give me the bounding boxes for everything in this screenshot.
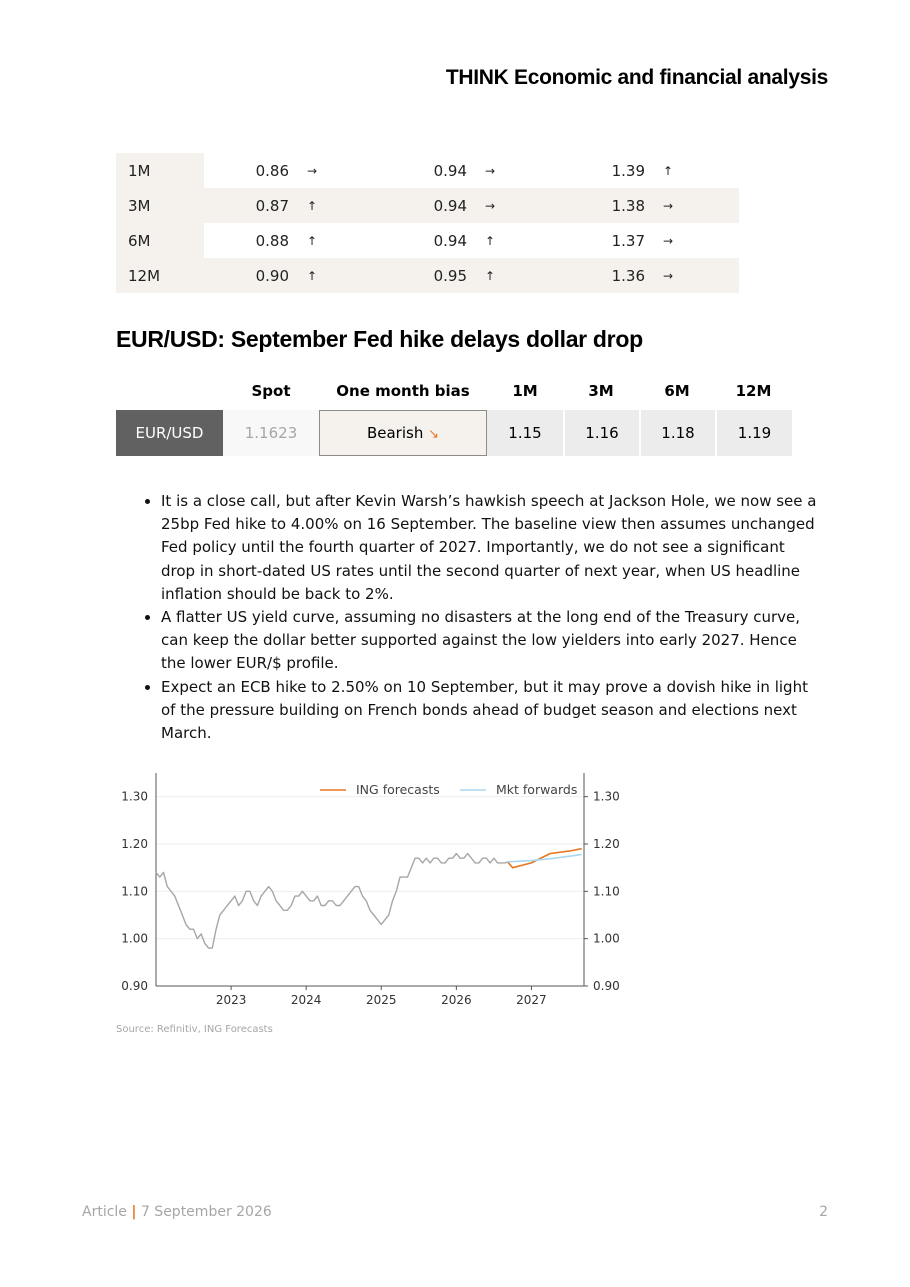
value-cell: 0.87 (204, 188, 289, 223)
value-cell: 0.88 (204, 223, 289, 258)
y-tick-label-left: 1.30 (121, 789, 148, 804)
y-tick-label-left: 1.20 (121, 837, 148, 851)
y-tick-label-left: 1.10 (121, 884, 148, 899)
arrow-icon: → (645, 223, 739, 258)
y-tick-label-left: 1.00 (121, 931, 148, 946)
table-row (116, 258, 739, 293)
legend-label: ING forecasts (356, 782, 440, 797)
x-tick-label: 2023 (215, 993, 247, 1007)
arrow-icon: → (467, 188, 560, 223)
bias-cell (319, 410, 487, 456)
tenor-cell: 3M (116, 188, 204, 223)
chart-source-note: Source: Refinitiv, ING Forecasts (116, 1024, 273, 1035)
header-1m: 1M (512, 382, 538, 400)
y-tick-label-right: 0.90 (593, 979, 620, 993)
series-line-spot-history (156, 854, 507, 949)
table-row (116, 223, 739, 258)
value-cell: 1.38 (560, 188, 645, 223)
y-tick-label-left: 0.90 (121, 979, 148, 993)
value-cell: 1.36 (560, 258, 645, 293)
header-6m: 6M (664, 382, 690, 400)
x-tick-label: 2027 (516, 993, 547, 1007)
forecast-3m-cell: 1.16 (563, 410, 639, 456)
page-number: 2 (819, 1204, 828, 1220)
forecast-table (116, 153, 739, 293)
arrow-icon: ↑ (467, 223, 560, 258)
x-tick-label: 2026 (441, 993, 472, 1007)
list-item: • A flatter US yield curve, assuming no disasters at the long end of the Treasury curve, can keep the dollar better supported against the low yielders into early 2027. Hence the lower EUR/$ profile. (161, 606, 821, 676)
forecast-12m-cell: 1.19 (715, 410, 792, 456)
y-tick-label-right: 1.00 (593, 931, 620, 946)
table-row (116, 188, 739, 223)
value-cell: 0.94 (382, 153, 467, 188)
arrow-icon: ↑ (467, 258, 560, 293)
value-cell: 1.37 (560, 223, 645, 258)
arrow-icon: ↑ (289, 258, 382, 293)
forecast-1m-cell: 1.15 (487, 410, 563, 456)
arrow-icon: ↑ (645, 153, 739, 188)
table-row (116, 410, 792, 456)
value-cell: 1.39 (560, 153, 645, 188)
y-tick-label-right: 1.10 (593, 884, 620, 899)
value-cell: 0.90 (204, 258, 289, 293)
series-line-ing-forecasts (507, 849, 581, 868)
tenor-cell: 6M (116, 223, 204, 258)
header-spot: Spot (251, 382, 291, 400)
arrow-icon: → (645, 258, 739, 293)
list-item: • Expect an ECB hike to 2.50% on 10 September, but it may prove a dovish hike in light of the pressure building on French bonds ahead of budget season and elections next March. (161, 676, 821, 746)
table-row (116, 153, 739, 188)
forecast-6m-cell: 1.18 (639, 410, 715, 456)
footer-separator: | (131, 1204, 137, 1220)
x-tick-label: 2025 (365, 993, 397, 1007)
value-cell: 0.95 (382, 258, 467, 293)
value-cell: 0.94 (382, 223, 467, 258)
footer-label: Article (82, 1204, 127, 1220)
arrow-icon: ↑ (289, 223, 382, 258)
bias-label: Bearish (366, 424, 424, 442)
footer-article-date (82, 1204, 272, 1220)
header-pair (116, 372, 223, 410)
arrow-icon: ↑ (289, 188, 382, 223)
arrow-icon: → (645, 188, 739, 223)
value-cell: 0.86 (204, 153, 289, 188)
eurusd-forecast-table (116, 372, 792, 456)
arrow-down-right-icon: ↘ (428, 427, 440, 442)
x-tick-label: 2024 (290, 993, 322, 1007)
pair-cell: EUR/USD (116, 410, 223, 456)
report-header-title: THINK Economic and financial analysis (445, 66, 828, 89)
header-bias: One month bias (336, 382, 470, 400)
y-tick-label-right: 1.20 (593, 837, 620, 851)
analysis-bullet-list (140, 490, 821, 745)
footer-date: 7 September 2026 (140, 1204, 272, 1220)
header-3m: 3M (588, 382, 614, 400)
eurusd-line-chart (110, 768, 630, 1016)
tenor-cell: 1M (116, 153, 204, 188)
y-tick-label-right: 1.30 (593, 789, 620, 804)
arrow-icon: → (289, 153, 382, 188)
header-12m: 12M (735, 382, 772, 400)
list-item: • It is a close call, but after Kevin Warsh’s hawkish speech at Jackson Hole, we now see a 25bp Fed hike to 4.00% on 16 September. The baseline view then assumes unchanged Fed policy until the fourth quarter of 2027. Importantly, we do not see a significant drop in short-dated US rates until the second quarter of next year, when US headline inflation should be back to 2%. (161, 490, 821, 606)
arrow-icon: → (467, 153, 560, 188)
spot-cell: 1.1623 (223, 410, 319, 456)
value-cell: 0.94 (382, 188, 467, 223)
tenor-cell: 12M (116, 258, 204, 293)
section-title: EUR/USD: September Fed hike delays dollar drop (116, 326, 643, 352)
legend-label: Mkt forwards (496, 782, 578, 797)
